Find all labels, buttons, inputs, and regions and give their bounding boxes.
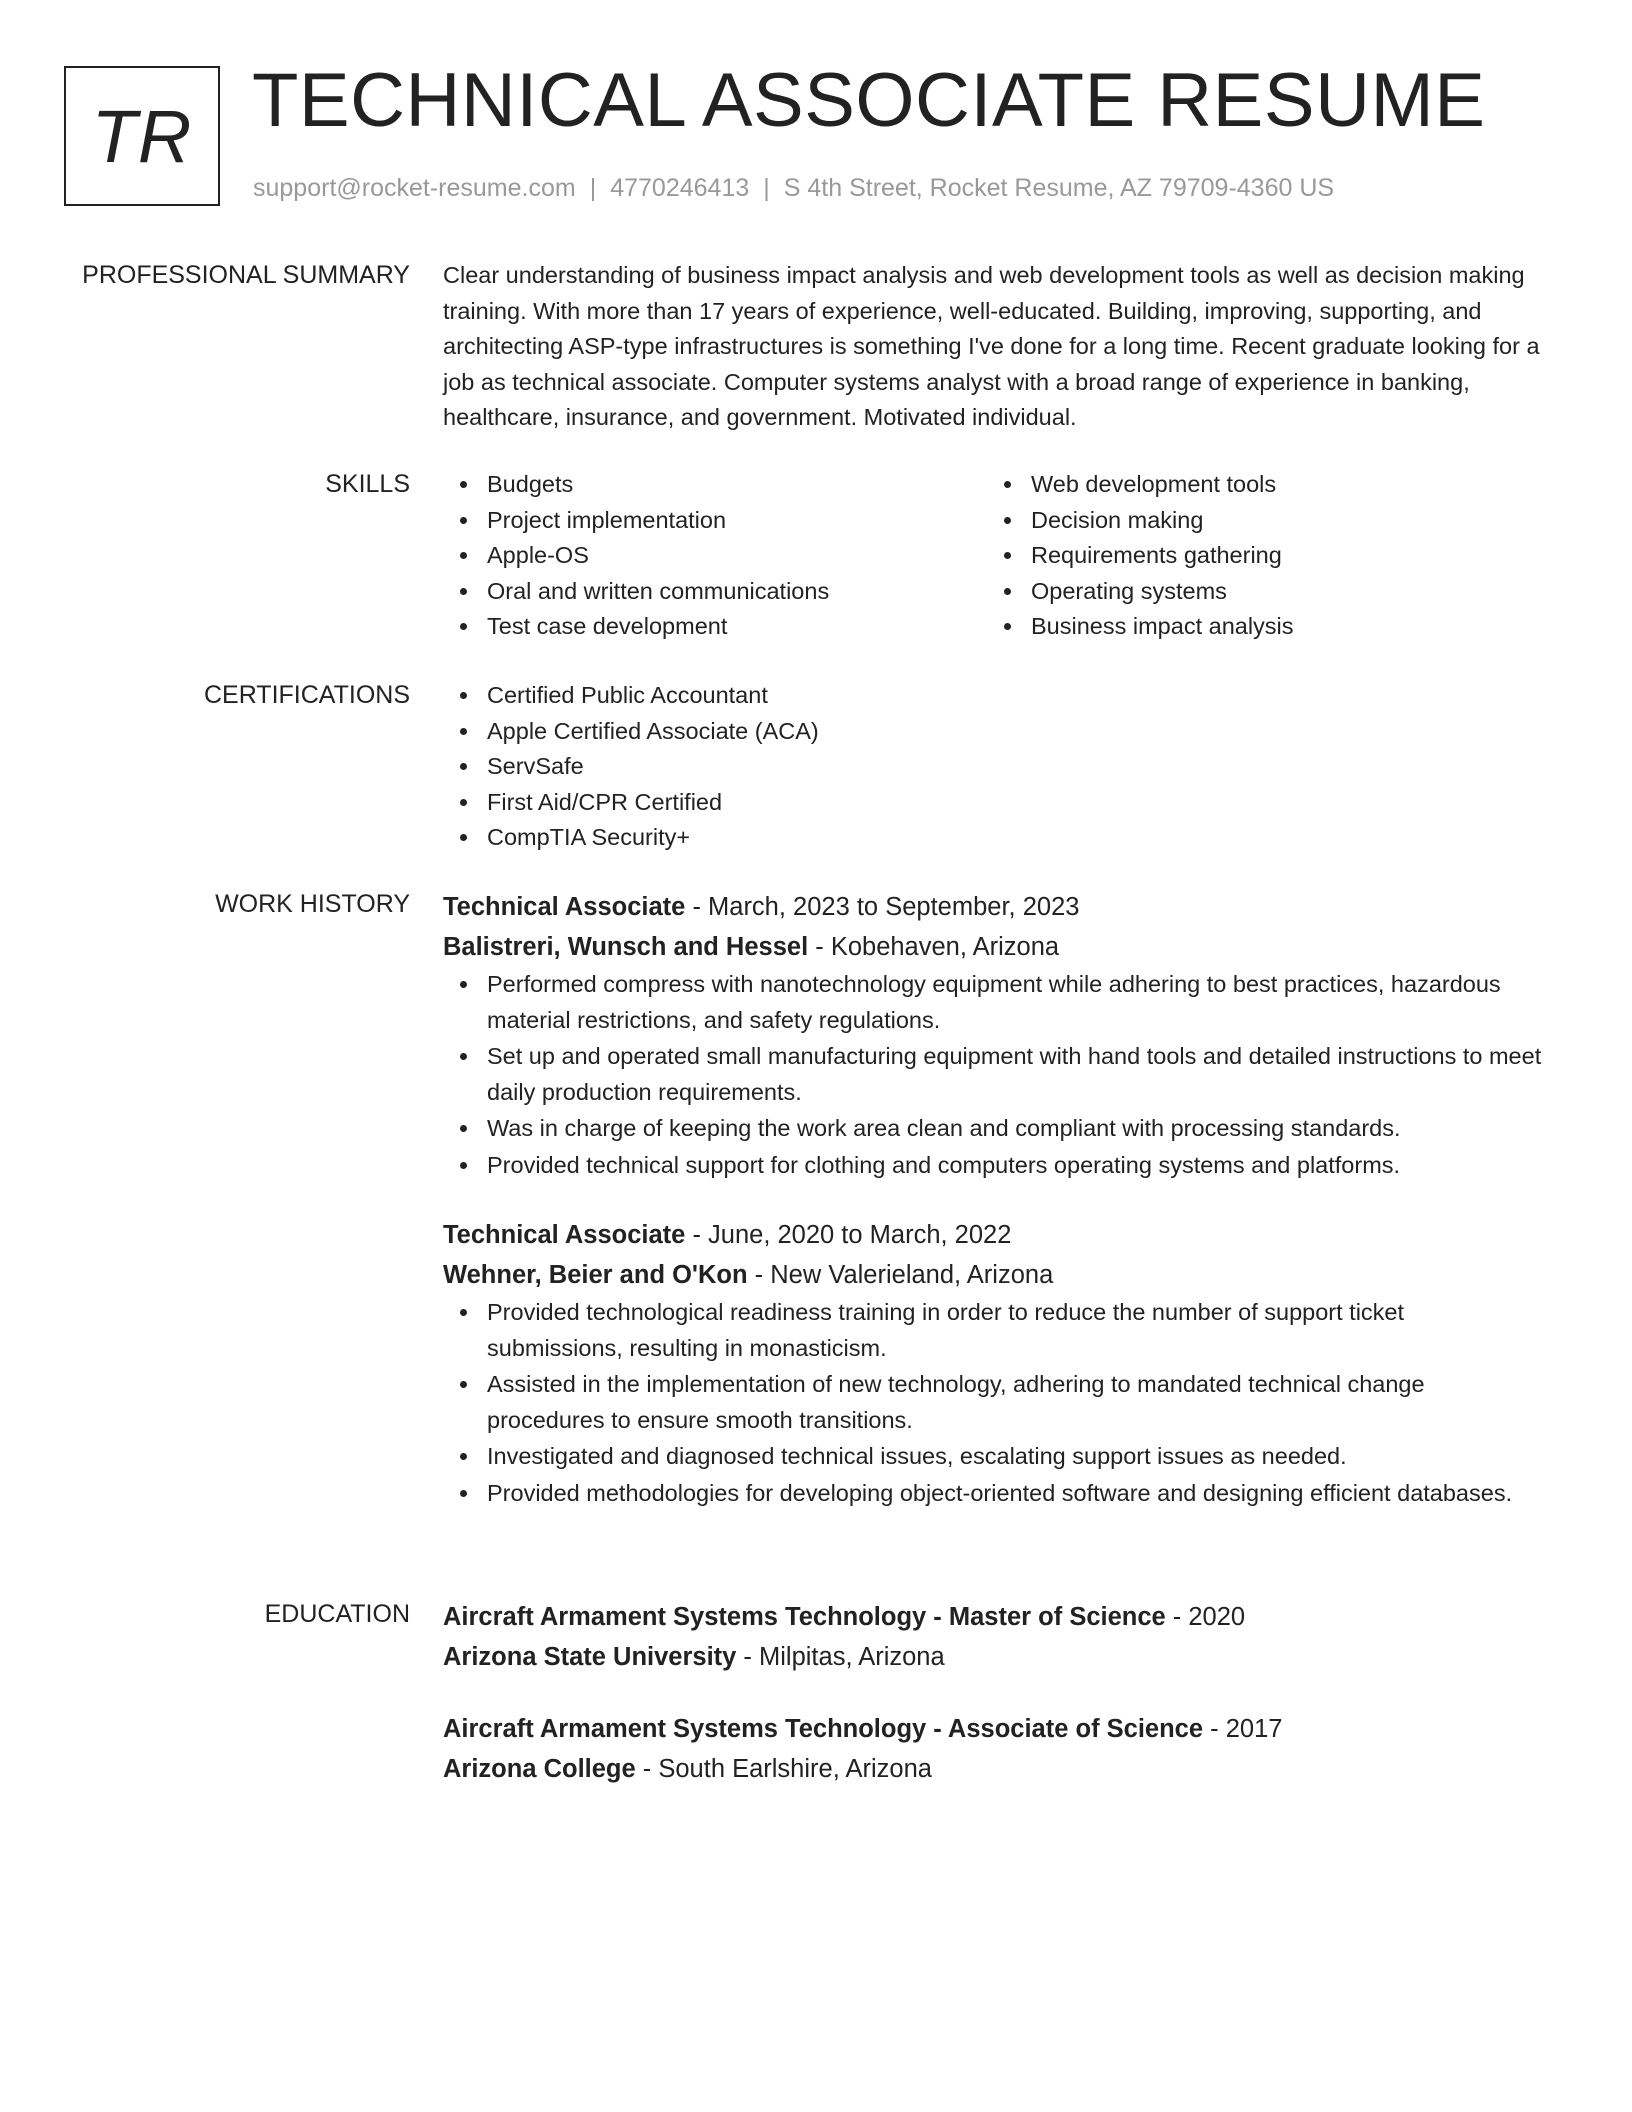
job-company: Wehner, Beier and O'Kon [443, 1261, 748, 1289]
skills-list-left [443, 467, 987, 645]
certification-item: Apple Certified Associate (ACA) [443, 714, 1543, 750]
job-duty: Was in charge of keeping the work area clean and compliant with processing standards. [443, 1111, 1543, 1147]
education-entry [443, 1709, 1543, 1789]
job-title: Technical Associate [443, 1221, 686, 1249]
job-duty: Provided methodologies for developing object-oriented software and designing efficient databases. [443, 1476, 1543, 1512]
job-duty: Performed compress with nanotechnology equipment while adhering to best practices, hazardous material restrictions, and safety regulations. [443, 967, 1543, 1038]
section-body [443, 1597, 1543, 1789]
section-body [443, 258, 1543, 436]
resume-title: TECHNICAL ASSOCIATE RESUME [252, 58, 1486, 143]
skill-item: Business impact analysis [987, 609, 1531, 645]
job-entry [443, 887, 1543, 1183]
education-entry [443, 1597, 1543, 1677]
monogram-initials: TR [91, 94, 193, 178]
education-degree-line [443, 1709, 1543, 1749]
skill-item: Requirements gathering [987, 538, 1531, 574]
section-body [443, 678, 1543, 856]
certification-item: CompTIA Security+ [443, 820, 1543, 856]
skill-item: Web development tools [987, 467, 1531, 503]
job-company: Balistreri, Wunsch and Hessel [443, 933, 809, 961]
summary-text: Clear understanding of business impact analysis and web development tools as well as decision making training. With more than 17 years of experience, well-educated. Building, improving, supporting, and architecting ASP-type infrastructures is something I've done for a long time. Recent graduate looking for a job as technical associate. Computer systems analyst with a broad range of experience in banking, healthcare, insurance, and government. Motivated individual. [443, 262, 1540, 430]
skills-list-right [987, 467, 1531, 645]
contact-line [253, 172, 1334, 204]
skill-item: Oral and written communications [443, 574, 987, 610]
job-dates: - June, 2020 to March, 2022 [685, 1221, 1012, 1249]
certification-item: First Aid/CPR Certified [443, 785, 1543, 821]
job-location: - New Valerieland, Arizona [747, 1261, 1054, 1289]
education-school: Arizona College [443, 1755, 636, 1783]
section-label: PROFESSIONAL SUMMARY [82, 261, 410, 289]
certifications-list [443, 678, 1543, 856]
job-duty: Provided technological readiness training in order to reduce the number of support ticket submissions, resulting in monasticism. [443, 1295, 1543, 1366]
section-label: SKILLS [325, 470, 410, 498]
education-degree: Aircraft Armament Systems Technology - Associate of Science [443, 1715, 1204, 1743]
contact-email: support@rocket-resume.com [253, 174, 576, 202]
education-school-line [443, 1637, 1543, 1677]
skill-item: Decision making [987, 503, 1531, 539]
skill-item: Operating systems [987, 574, 1531, 610]
skills-grid [443, 467, 1543, 645]
education-year: - 2017 [1203, 1715, 1283, 1743]
skill-item: Project implementation [443, 503, 987, 539]
education-year: - 2020 [1165, 1603, 1246, 1631]
job-duty: Investigated and diagnosed technical issues, escalating support issues as needed. [443, 1439, 1543, 1475]
section-label: WORK HISTORY [215, 890, 410, 918]
contact-separator: | [589, 174, 597, 202]
job-entry [443, 1215, 1543, 1511]
education-school-line [443, 1749, 1543, 1789]
section-label: CERTIFICATIONS [203, 681, 410, 709]
section-label: EDUCATION [264, 1600, 410, 1628]
education-degree: Aircraft Armament Systems Technology - Master of Science [443, 1603, 1166, 1631]
job-dates: - March, 2023 to September, 2023 [685, 893, 1080, 921]
education-location: - Milpitas, Arizona [736, 1643, 945, 1671]
job-duties [443, 1295, 1543, 1511]
education-school: Arizona State University [443, 1643, 737, 1671]
job-company-line [443, 1255, 1543, 1295]
monogram-badge [64, 66, 220, 206]
contact-address: S 4th Street, Rocket Resume, AZ 79709-4360 US [783, 174, 1335, 202]
job-location: - Kobehaven, Arizona [808, 933, 1060, 961]
section-body [443, 887, 1543, 1512]
job-duty: Assisted in the implementation of new technology, adhering to mandated technical change procedures to ensure smooth transitions. [443, 1367, 1543, 1438]
contact-separator: | [763, 174, 770, 202]
job-duties [443, 967, 1543, 1183]
job-company-line [443, 927, 1543, 967]
education-location: - South Earlshire, Arizona [635, 1755, 932, 1783]
skill-item: Apple-OS [443, 538, 987, 574]
job-title: Technical Associate [443, 893, 686, 921]
contact-phone: 4770246413 [610, 174, 750, 202]
skill-item: Test case development [443, 609, 987, 645]
education-degree-line [443, 1597, 1543, 1637]
job-duty: Set up and operated small manufacturing equipment with hand tools and detailed instructions to meet daily production requirements. [443, 1039, 1543, 1110]
certification-item: Certified Public Accountant [443, 678, 1543, 714]
job-duty: Provided technical support for clothing and computers operating systems and platforms. [443, 1148, 1543, 1184]
certification-item: ServSafe [443, 749, 1543, 785]
skill-item: Budgets [443, 467, 987, 503]
job-title-line [443, 887, 1543, 927]
job-title-line [443, 1215, 1543, 1255]
